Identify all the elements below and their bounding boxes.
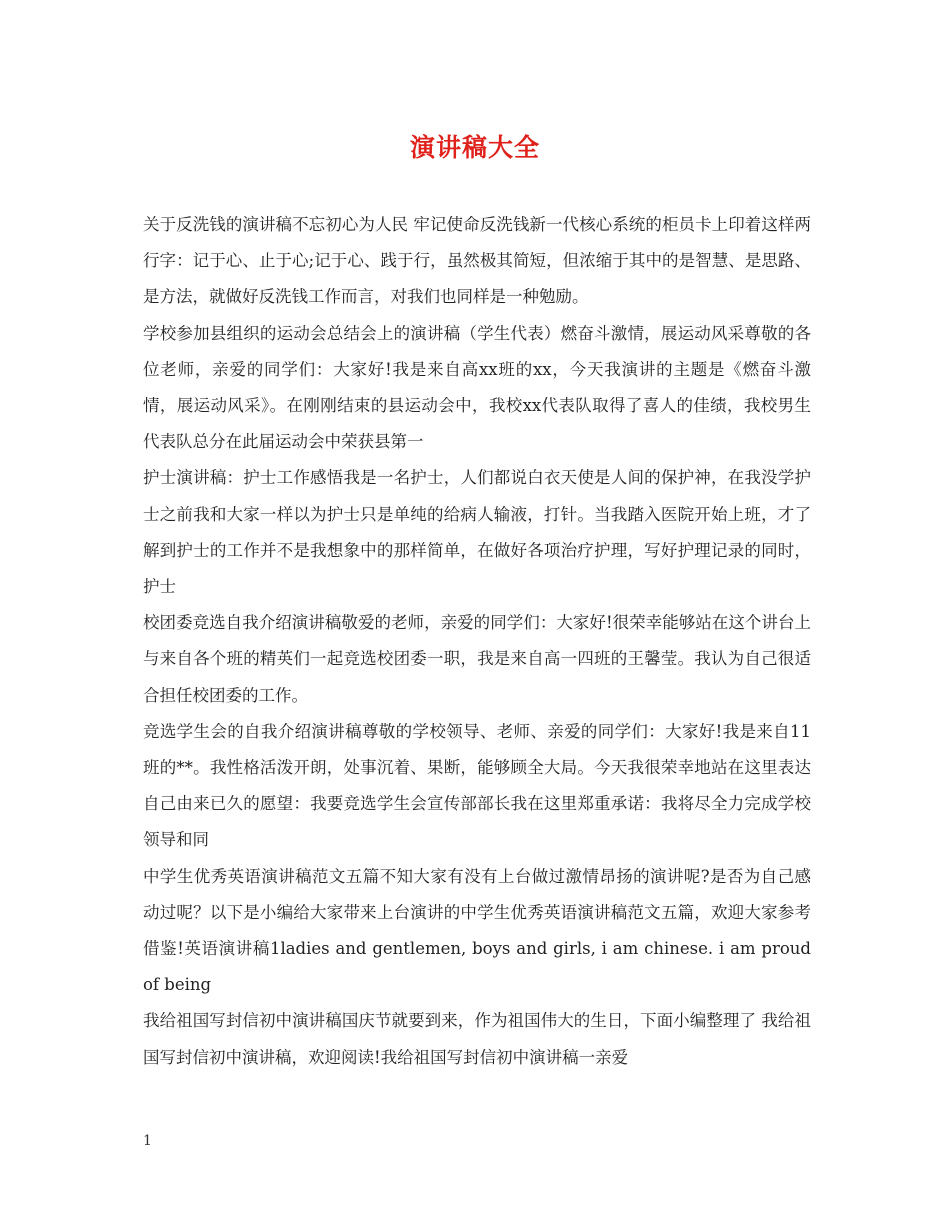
paragraph-youth-league: 校团委竞选自我介绍演讲稿敬爱的老师，亲爱的同学们：大家好!很荣幸能够站在这个讲台上与来自各个班的精英们一起竞选校团委一职，我是来自高一四班的王馨莹。我认为自己很适合担任校团委的工作。 bbox=[143, 613, 811, 705]
paragraph-sports-meeting: 学校参加县组织的运动会总结会上的演讲稿（学生代表）燃奋斗激情，展运动风采尊敬的各位老师，亲爱的同学们：大家好!我是来自高xx班的xx，今天我演讲的主题是《燃奋斗激情，展运动风采》。在刚刚结束的县运动会中，我校xx代表队取得了喜人的佳绩，我校男生代表队总分在此届运动会中荣获县第一 bbox=[143, 323, 811, 452]
paragraph-nurse: 护士演讲稿：护士工作感悟我是一名护士，人们都说白衣天使是人间的保护神，在我没学护士之前我和大家一样以为护士只是单纯的给病人输液，打针。当我踏入医院开始上班，才了解到护士的工作并不是我想象中的那样简单，在做好各项治疗护理，写好护理记录的同时，护士 bbox=[143, 468, 811, 597]
paragraph-english-speech: 中学生优秀英语演讲稿范文五篇不知大家有没有上台做过激情昂扬的演讲呢?是否为自己感动过呢？以下是小编给大家带来上台演讲的中学生优秀英语演讲稿范文五篇，欢迎大家参考借鉴!英语演讲稿1ladies and gentlemen, boys and girls, i am chinese. i am proud of being bbox=[143, 866, 811, 995]
paragraph-anti-money-laundering: 关于反洗钱的演讲稿不忘初心为人民 牢记使命反洗钱新一代核心系统的柜员卡上印着这样两行字：记于心、止于心;记于心、践于行，虽然极其简短，但浓缩于其中的是智慧、是思路、是方法，就做好反洗钱工作而言，对我们也同样是一种勉励。 bbox=[143, 215, 811, 307]
paragraph-student-union: 竞选学生会的自我介绍演讲稿尊敬的学校领导、老师、亲爱的同学们：大家好!我是来自11班的**。我性格活泼开朗，处事沉着、果断，能够顾全大局。今天我很荣幸地站在这里表达自己由来已久的愿望：我要竞选学生会宣传部部长我在这里郑重承诺：我将尽全力完成学校领导和同 bbox=[143, 721, 811, 850]
page-number: 1 bbox=[143, 1133, 152, 1149]
page-title: 演讲稿大全 bbox=[409, 133, 540, 162]
paragraph-letter-to-motherland: 我给祖国写封信初中演讲稿国庆节就要到来，作为祖国伟大的生日，下面小编整理了 我给祖国写封信初中演讲稿，欢迎阅读!我给祖国写封信初中演讲稿一亲爱 bbox=[143, 1011, 811, 1067]
document-body bbox=[143, 207, 811, 1076]
